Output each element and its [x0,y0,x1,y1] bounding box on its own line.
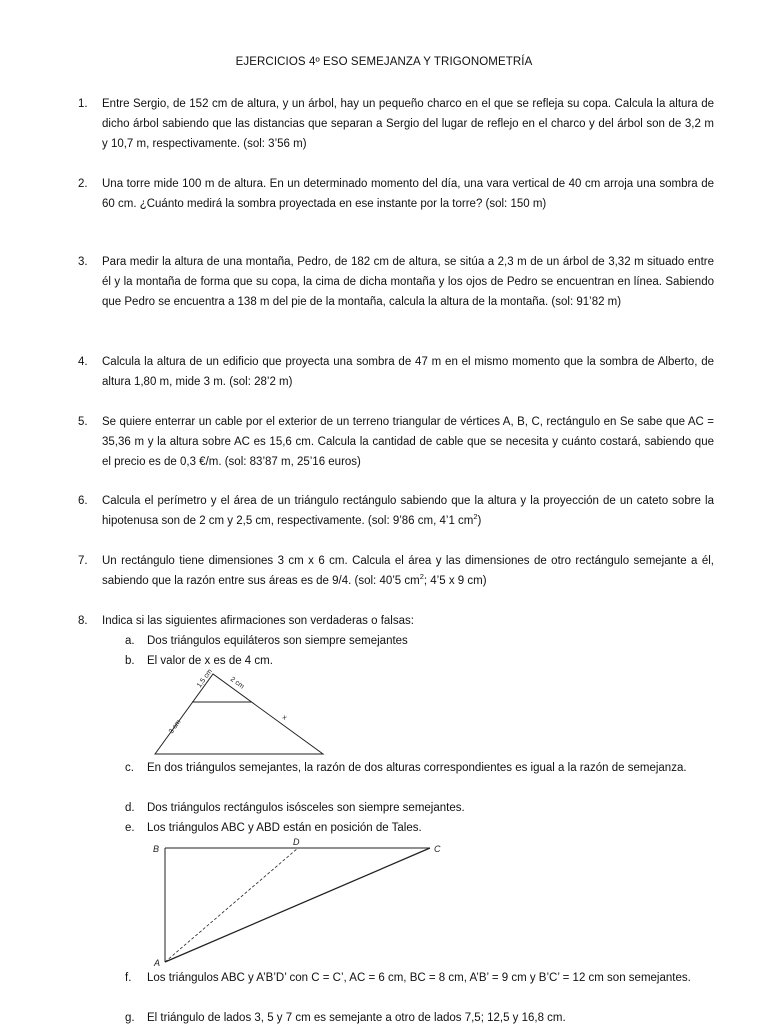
label-x: x [280,713,288,722]
page-title: EJERCICIOS 4º ESO SEMEJANZA Y TRIGONOMETRÍA [235,56,533,68]
statement-g [125,1008,715,1028]
figure-e-triangles [150,836,450,970]
exercise-7 [78,551,714,591]
label-2cm: 2 cm [228,675,246,691]
statement-d [125,798,715,818]
exercise-1 [78,94,714,154]
figure-b-triangle [150,668,330,758]
statement-letter: f. [125,972,132,984]
exercise-number: 5. [78,416,88,428]
exercise-number: 7. [78,555,88,567]
statement-text: Dos triángulos rectángulos isósceles son siempre semejantes. [147,802,465,814]
statement-text: El triángulo de lados 3, 5 y 7 cm es semejante a otro de lados 7,5; 12,5 y 16,8 cm. [147,1012,566,1024]
statement-letter: b. [125,655,135,667]
vertex-label-d: D [293,837,300,847]
statement-letter: a. [125,635,135,647]
exercise-2 [78,174,714,214]
statement-text: Los triángulos ABC y ABD están en posición de Tales. [147,822,422,834]
vertex-label-b: B [153,844,160,854]
exercise-text: Calcula la altura de un edificio que proyecta una sombra de 47 m en el mismo momento que la sombra de Alberto, de altura 1,80 m, mide 3 m. (sol: 28’2 m) [102,356,714,388]
superscript: 2 [419,572,424,582]
label-1-5cm: 1,5 cm [195,668,214,690]
exercise-number: 2. [78,178,88,190]
label-3cm: 3 cm [167,718,183,736]
superscript: 2 [473,512,478,522]
statement-text: Los triángulos ABC y A’B’D’ con C = C’, AC = 6 cm, BC = 8 cm, A’B’ = 9 cm y B’C’ = 12 cm son semejantes. [147,972,691,984]
segment-ad [165,848,298,962]
statement-letter: c. [125,762,134,774]
exercise-4 [78,352,714,392]
exercise-text: Entre Sergio, de 152 cm de altura, y un árbol, hay un pequeño charco en el que se refleja su copa. Calcula la altura de dicho árbol sabiendo que las distancias que separan a Sergio del lugar de reflejo en el charco y del árbol son de 3,2 m y 10,7 m, respectivamente. (sol: 3’56 m) [102,98,714,150]
exercise-6 [78,491,714,531]
statement-f [125,968,715,988]
vertex-label-c: C [434,844,441,854]
statement-text: Dos triángulos equiláteros son siempre semejantes [147,635,408,647]
statement-letter: e. [125,822,135,834]
statement-letter: g. [125,1012,135,1024]
exercise-5 [78,412,714,472]
statement-text: En dos triángulos semejantes, la razón de dos alturas correspondientes es igual a la razón de semejanza. [147,762,687,774]
exercise-text: Indica si las siguientes afirmaciones son verdaderas o falsas: [102,615,414,627]
statement-text: El valor de x es de 4 cm. [147,655,273,667]
vertex-label-a: A [154,958,161,968]
exercise-text: Una torre mide 100 m de altura. En un determinado momento del día, una vara vertical de 40 cm arroja una sombra de 60 cm. ¿Cuánto medirá la sombra proyectada en ese instante por la torre? (sol: 150 m) [102,178,714,210]
statement-a [125,631,715,651]
exercise-number: 1. [78,98,88,110]
statement-letter: d. [125,802,135,814]
exercise-text: Calcula el perímetro y el área de un triángulo rectángulo sabiendo que la altura y la proyección de un cateto sobre la hipotenusa son de 2 cm y 2,5 cm, respectivamente. (sol: 9’86 cm, 4’1 $cm^2$) [102,495,714,527]
side-ac [165,848,430,962]
exercise-text: Se quiere enterrar un cable por el exterior de un terreno triangular de vértices A, B, C, rectángulo en Se sabe que AC = 35,36 m y la altura sobre AC es 15,6 cm. Calcula la cantidad de cable que se necesita y cuánto costará, sabiendo que el precio es de 0,3 €/m. (sol: 83’87 m, 25’16 euros) [102,416,714,468]
exercise-8 [78,611,714,631]
statement-e [125,818,715,838]
exercise-number: 4. [78,356,88,368]
exercise-3 [78,252,714,312]
exercise-number: 3. [78,256,88,268]
statement-c [125,758,715,778]
exercise-number: 6. [78,495,88,507]
exercise-text: Para medir la altura de una montaña, Pedro, de 182 cm de altura, se sitúa a 2,3 m de un árbol de 3,32 m situado entre él y la montaña de forma que su copa, la cima de dicha montaña y los ojos de Pedro se encuentran en línea. Sabiendo que Pedro se encuentra a 138 m del pie de la montaña, calcula la altura de la montaña. (sol: 91’82 m) [102,256,714,308]
exercise-text: Un rectángulo tiene dimensiones 3 cm x 6 cm. Calcula el área y las dimensiones de otro rectángulo semejante a él, sabiendo que la razón entre sus áreas es de 9/4. (sol: 40’5 $cm^2$; 4’5 x 9 cm) [102,555,714,587]
exercise-number: 8. [78,615,88,627]
